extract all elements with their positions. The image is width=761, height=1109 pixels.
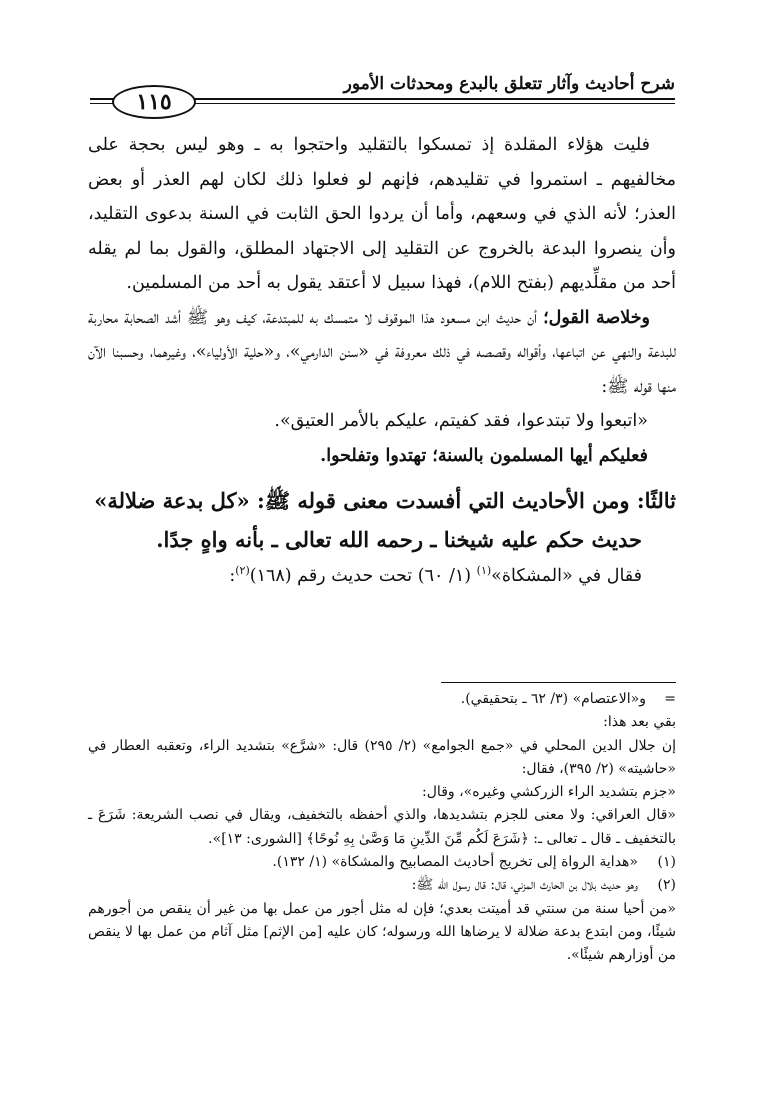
footnote-2-number: (٢)	[657, 877, 676, 894]
footnote-2	[88, 874, 676, 897]
section-heading-continued: حديث حكم عليه شيخنا ـ رحمه الله تعالى ـ بأنه واهٍ جدًا.	[156, 527, 642, 552]
footnote-2-quote: «من أحيا سنة من سنتي قد أميتت بعدي؛ فإن له مثل أجور من عمل بها من غير أن ينقص من أجورهم شيئًا، ومن ابتدع بدعة ضلالة لا يرضاها الله ورسوله؛ كان عليه [من الإثم] مثل آثام من عمل بها لا ينقص من أوزارهم شيئًا».	[88, 900, 676, 964]
footnote-line: إن جلال الدين المحلي في «جمع الجوامع» (٢/ ٢٩٥) قال: «شرَّع» بتشديد الراء، وتعقبه العطار في «حاشيته» (٢/ ٣٩٥)، فقال:	[88, 737, 676, 777]
footnote-1	[88, 851, 676, 874]
footnote-1-number: (١)	[657, 854, 676, 871]
continuation-text: و«الاعتصام» (٣/ ٦٢ ـ بتحقيقي).	[460, 691, 646, 707]
footnote-line: «جزم بتشديد الراء الزركشي وغيره»، وقال:	[422, 784, 676, 801]
footnote-1-text: «هداية الرواة إلى تخريج أحاديث المصابيح والمشكاة» (١/ ١٣٢).	[272, 854, 638, 871]
main-text	[88, 128, 676, 594]
footnote-line: بقي بعد هذا:	[603, 714, 676, 731]
exhortation: فعليكم أيها المسلمون بالسنة؛ تهتدوا وتفلحوا.	[320, 445, 648, 466]
footnotes	[88, 688, 676, 968]
citation-source: فقال في «المشكاة»	[491, 566, 642, 586]
footnote-separator	[441, 682, 676, 683]
paragraph-2	[88, 301, 676, 405]
footnote-ref-2[interactable]: (٢)	[235, 564, 250, 578]
paragraph-2-text: أن حديث ابن مسعود هذا الموقوف لا متمسك به للمبتدعة، كيف وهو ﷺ أشد الصحابة محاربة للبدعة والنهي عن اتباعها، وأقواله وقصصه في ذلك معروفة في «سنن الدارمي»، و«حلية الأولياء»، وغيرهما، وحسبنا الآن منها قوله ﷺ:	[88, 307, 676, 397]
paragraph-1: فليت هؤلاء المقلدة إذ تمسكوا بالتقليد واحتجوا به ـ وهو ليس بحجة على مخالفيهم ـ استمروا في تقليدهم، فإنهم لو فعلوا ذلك لكان لهم العذر أو بعض العذر؛ لأنه الذي في وسعهم، وأما أن يردوا الحق الثابت في السنة بدعوى التقليد، وأن ينصروا البدعة بالخروج عن التقليد إلى الاجتهاد المطلق، والقول بما لم يقله أحد من مقلِّديهم (بفتح اللام)، فهذا سبيل لا أعتقد يقول به أحد من المسلمين.	[88, 135, 676, 293]
footnote-ref-1[interactable]: (١)	[476, 564, 492, 578]
continuation-mark: =	[664, 691, 676, 707]
section-heading: ثالثًا: ومن الأحاديث التي أفسدت معنى قوله ﷺ: «كل بدعة ضلالة»	[94, 488, 676, 513]
footnote-2-text: وهو حديث بلال بن الحارث المزني، قال: قال رسول الله ﷺ:	[411, 877, 638, 894]
citation-intro	[88, 559, 676, 594]
running-title: شرح أحاديث وآثار تتعلق بالبدع ومحدثات الأمور	[343, 74, 675, 94]
footnote-line: «قال العراقي: ولا معنى للجزم بتشديدها، والذي أحفظه بالتخفيف، ويقال في نصب الشريعة: شَرَعَ ـ بالتخفيف ـ قال ـ تعالى ـ: ﴿شَرَعَ لَكُم مِّنَ الدِّينِ مَا وَصَّىٰ بِهِ نُوحًا﴾ [الشورى: ١٣]».	[88, 807, 676, 847]
paragraph-2-lead: وخلاصة القول؛	[543, 307, 650, 328]
citation-location: (١/ ٦٠) تحت حديث رقم (١٦٨)	[249, 566, 477, 586]
page-number: ١١٥	[112, 85, 196, 119]
footnote-continuation	[88, 688, 676, 711]
citation-colon: :	[229, 566, 236, 586]
page-header	[90, 70, 675, 118]
hadith-quote: «اتبعوا ولا تبتدعوا، فقد كفيتم، عليكم بالأمر العتيق».	[274, 411, 648, 431]
